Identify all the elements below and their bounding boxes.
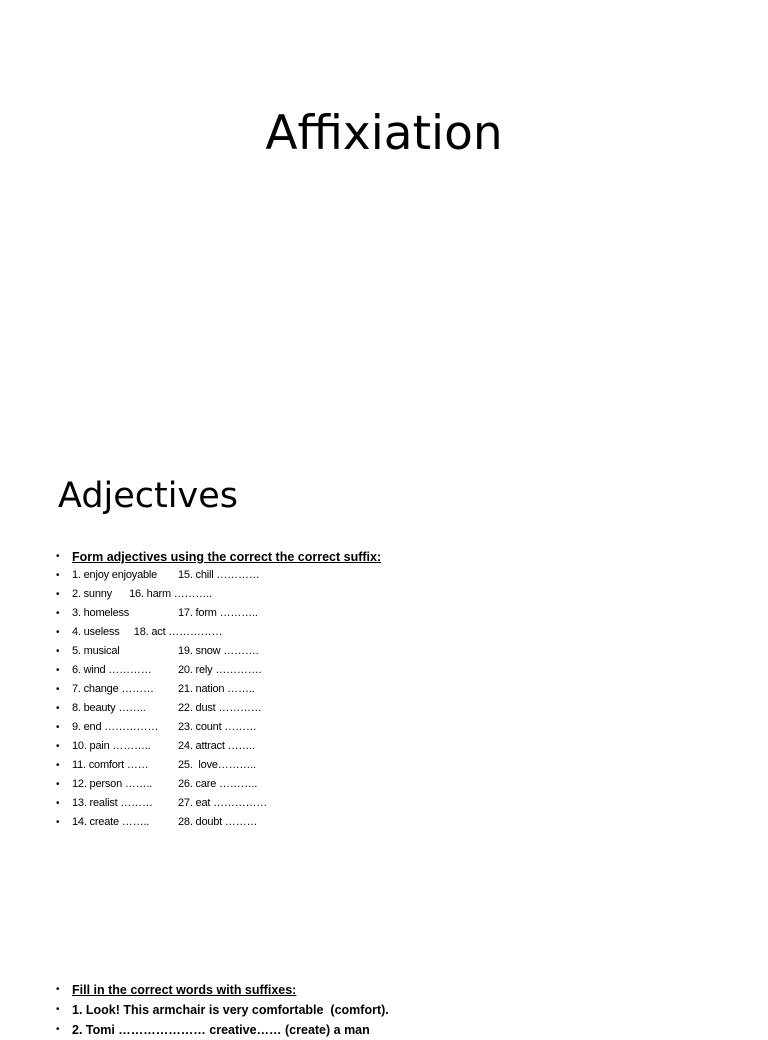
item-left: 10. pain ……….. bbox=[72, 740, 151, 752]
item-right: 24. attract …….. bbox=[178, 740, 255, 752]
list-item bbox=[56, 680, 381, 699]
item-right: 22. dust ………… bbox=[178, 702, 262, 714]
list-item bbox=[56, 642, 381, 661]
exercise-instruction bbox=[56, 980, 389, 1000]
item-left: 9. end …………… bbox=[72, 721, 159, 733]
list-item bbox=[56, 813, 381, 832]
item-right: 27. eat …………… bbox=[178, 797, 268, 809]
slide-title: Affixiation bbox=[265, 106, 503, 161]
item-left: 2. sunny 16. harm ……….. bbox=[72, 588, 212, 600]
list-item bbox=[56, 1020, 389, 1040]
item-left: 14. create …….. bbox=[72, 816, 150, 828]
list-item bbox=[56, 775, 381, 794]
list-item bbox=[56, 756, 381, 775]
exercise-instruction bbox=[56, 547, 381, 566]
item-right: 17. form ……….. bbox=[178, 607, 258, 619]
sentence-text: 2. Tomi ………………… creative…… (create) a man bbox=[72, 1023, 370, 1037]
list-item bbox=[56, 566, 381, 585]
item-left: 13. realist ……… bbox=[72, 797, 153, 809]
list-item bbox=[56, 623, 381, 642]
list-item bbox=[56, 604, 381, 623]
item-right: 23. count ……… bbox=[178, 721, 257, 733]
section-heading: Adjectives bbox=[58, 476, 238, 516]
item-right: 26. care ……….. bbox=[178, 778, 258, 790]
list-item bbox=[56, 1000, 389, 1020]
instruction-text: Form adjectives using the correct the correct suffix: bbox=[72, 550, 382, 564]
list-item bbox=[56, 718, 381, 737]
adjective-exercise-list bbox=[56, 547, 381, 832]
item-right: 21. nation …….. bbox=[178, 683, 255, 695]
item-right: 28. doubt ……… bbox=[178, 816, 258, 828]
list-item bbox=[56, 737, 381, 756]
fill-in-exercise-list bbox=[56, 980, 389, 1040]
item-left: 1. enjoy enjoyable bbox=[72, 569, 158, 581]
item-left: 4. useless 18. act …………… bbox=[72, 626, 223, 638]
item-left: 12. person …….. bbox=[72, 778, 153, 790]
sentence-text: 1. Look! This armchair is very comfortable (comfort). bbox=[72, 1003, 389, 1017]
list-item bbox=[56, 794, 381, 813]
item-left: 7. change ……… bbox=[72, 683, 154, 695]
list-item bbox=[56, 661, 381, 680]
item-left: 5. musical bbox=[72, 645, 120, 657]
list-item bbox=[56, 585, 381, 604]
item-left: 3. homeless bbox=[72, 607, 130, 619]
instruction-text: Fill in the correct words with suffixes: bbox=[72, 983, 297, 997]
item-right: 19. snow ………. bbox=[178, 645, 259, 657]
item-left: 8. beauty …….. bbox=[72, 702, 146, 714]
list-item bbox=[56, 699, 381, 718]
item-right: 25. love……….. bbox=[178, 759, 256, 771]
item-left: 11. comfort …… bbox=[72, 759, 149, 771]
item-right: 20. rely …………. bbox=[178, 664, 262, 676]
item-right: 15. chill ………… bbox=[178, 569, 260, 581]
item-left: 6. wind ………… bbox=[72, 664, 152, 676]
